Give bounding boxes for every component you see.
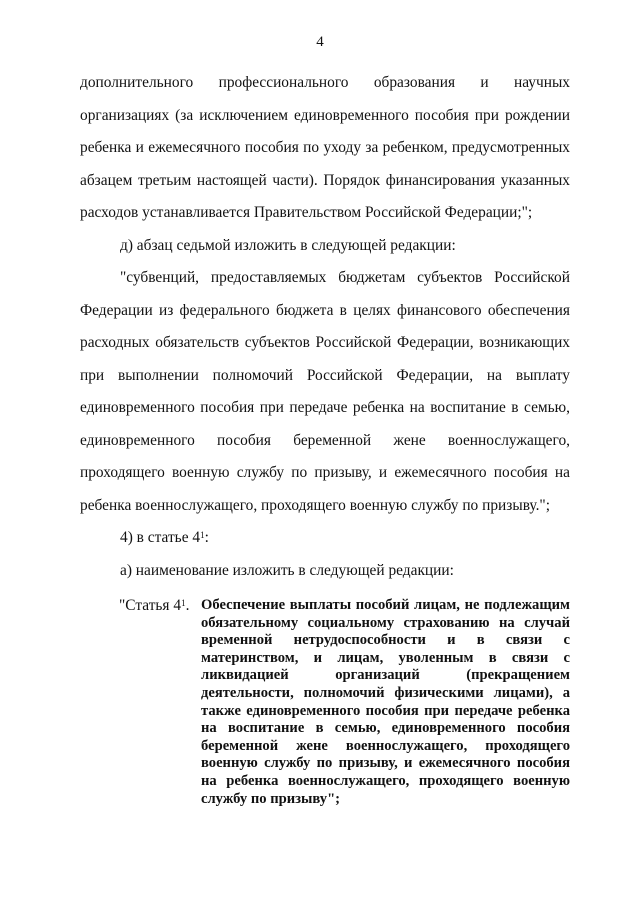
item-4-colon: : [204,529,209,546]
document-body [80,67,570,587]
item-4-superscript: 1 [200,530,205,540]
paragraph-amendment-d: д) абзац седьмой изложить в следующей редакции: [120,236,456,254]
paragraph-item-4 [80,522,570,555]
article-title: Обеспечение выплаты пособий лицам, не подлежащим обязательному социальному страхованию на случай временной нетрудоспособности и в связи с материнством, и лицам, уволенным в связи с ликвидацией организаций (прекращением деятельности, полномочий физическими лицами), а также единовременного пособия при передаче ребенка на воспитание в семью, единовременного пособия беременной жене военнослужащего, проходящего военную службу по призыву, и ежемесячного пособия на ребенка военнослужащего, проходящего военную службу по призыву"; [201,597,570,807]
paragraph-quoted-text: "субвенций, предоставляемых бюджетам субъектов Российской Федерации из федерального бюджета в целях финансового обеспечения расходных обязательств субъектов Российской Федерации, возникающих при выполнении полномочий Российской Федерации, на выплату единовременного пособия при передаче ребенка на воспитание в семью, единовременного пособия беременной жене военнослужащего, проходящего военную службу по призыву, и ежемесячного пособия на ребенка военнослужащего, проходящего военную службу по призыву."; [80,269,570,514]
article-label [119,597,201,808]
article-label-superscript: 1 [181,598,186,608]
article-heading-block [119,597,570,808]
item-4-text: 4) в статье 4 [120,529,201,546]
article-label-text: "Статья 4 [119,597,182,614]
paragraph-amendment-a: а) наименование изложить в следующей редакции: [120,561,454,579]
paragraph-continuation: дополнительного профессионального образования и научных организациях (за исключением единовременного пособия при рождении ребенка и ежемесячного пособия по уходу за ребенком, предусмотренных абзацем третьим настоящей части). Порядок финансирования указанных расходов устанавливается Правительством Российской Федерации;"; [80,74,570,221]
page-number: 4 [316,34,324,50]
article-label-dot: . [185,597,190,614]
